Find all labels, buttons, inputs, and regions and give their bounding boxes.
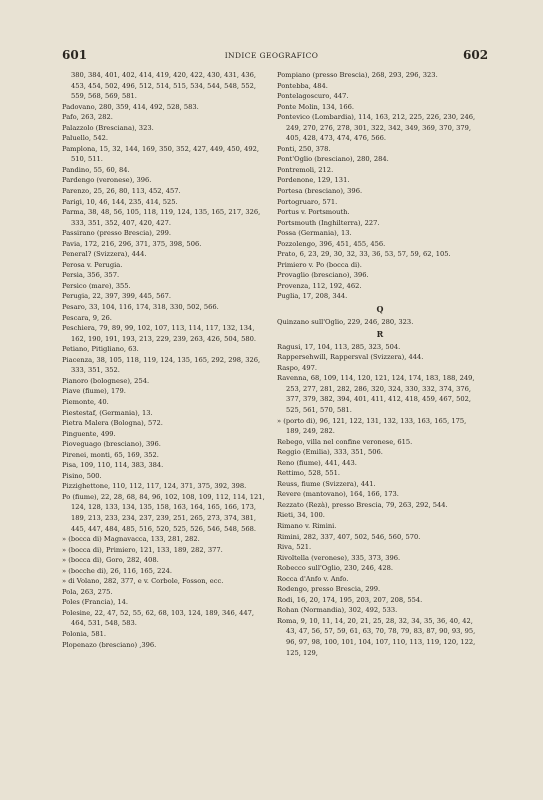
index-entry: Polesine, 22, 47, 52, 55, 62, 68, 103, 124, 189, 346, 447, 464, 531, 548, 583.: [62, 608, 254, 628]
index-entry: » (bocca di), Goro, 282, 408.: [62, 556, 159, 565]
index-entry: Palazzolo (Bresciana), 323.: [62, 123, 154, 132]
index-entry: Parma, 38, 48, 56, 105, 118, 119, 124, 135, 165, 217, 326, 333, 351, 352, 407, 420, 427.: [62, 208, 261, 227]
index-entry: Pola, 263, 275.: [62, 587, 113, 596]
index-entry: Rezzato (Rezà), presso Brescia, 79, 263, 292, 544.: [277, 500, 448, 509]
index-entry: Pardengo (veronese), 396.: [62, 176, 152, 185]
index-entry: Provenza, 112, 192, 462.: [277, 281, 362, 290]
index-entry: Pandino, 55, 60, 84.: [62, 165, 130, 174]
index-entry: Pompiano (presso Brescia), 268, 293, 296, 323.: [277, 71, 438, 79]
index-entry: Pontremoli, 212.: [277, 165, 334, 174]
index-entry: Ravenna, 68, 109, 114, 120, 121, 124, 174, 183, 188, 249, 253, 277, 281, 282, 286, 320, 324, 330, 332, 374, 376, 377, 379, 382, 394, 401, 411, 412, 418, 459, 467, 502, 525, 561, 570, 581.: [277, 374, 475, 414]
index-entry: Riva, 521.: [277, 543, 312, 552]
running-title: INDICE GEOGRAFICO: [224, 51, 319, 60]
index-entry: Ragusi, 17, 104, 113, 285, 323, 504.: [277, 342, 401, 351]
index-entry: Robecco sull'Oglio, 230, 246, 428.: [277, 564, 394, 573]
index-entry: Paluello, 542.: [62, 134, 109, 143]
index-entry: Rebego, villa nel confine veronese, 615.: [277, 437, 413, 446]
index-entry: Pontebba, 484.: [277, 81, 328, 90]
index-entry: Rettimo, 528, 551.: [277, 469, 341, 478]
index-entry: Persia, 356, 357.: [62, 271, 120, 280]
right-page-number: 602: [463, 48, 489, 62]
index-entry: Pirenei, monti, 65, 169, 352.: [62, 450, 159, 459]
index-entry: Peschiera, 79, 89, 99, 102, 107, 113, 114, 117, 132, 134, 162, 190, 191, 193, 213, 229, 239, 263, 426, 504, 580.: [62, 324, 257, 343]
index-entry: Reno (fiume), 441, 443.: [277, 458, 357, 467]
index-entry: Pisa, 109, 110, 114, 383, 384.: [62, 461, 164, 470]
index-entry: Polonia, 581.: [62, 629, 106, 638]
index-entry: Roma, 9, 10, 11, 14, 20, 21, 25, 28, 32, 34, 35, 36, 40, 42, 43, 47, 56, 57, 59, 61, 63, 70, 78, 79, 83, 87, 90, 93, 95, 96, 97, 98, 100, 101, 104, 107, 110, 113, 119, 120, 122, 125, 129,: [277, 616, 476, 657]
index-entry: Parigi, 10, 46, 144, 235, 414, 525.: [62, 197, 178, 206]
index-entry: » (bocca di), Primiero, 121, 133, 189, 282, 377.: [62, 545, 223, 554]
index-column-left: [62, 70, 270, 650]
index-entry: Pescara, 9, 26.: [62, 313, 112, 322]
index-entry: Quinzano sull'Oglio, 229, 246, 280, 323.: [277, 317, 414, 326]
index-entry: Pamplona, 15, 32, 144, 169, 350, 352, 427, 449, 450, 492, 510, 511.: [62, 144, 260, 164]
index-entry: Rimano v. Rimini.: [277, 521, 337, 530]
index-column-right: [277, 70, 483, 658]
section-letter: Q: [376, 304, 384, 315]
index-entry: Persico (mare), 355.: [62, 281, 131, 290]
index-entry: 380, 384, 401, 402, 414, 419, 420, 422, 430, 431, 436, 453, 454, 502, 496, 512, 514, 515, 534, 544, 548, 552, 559, 568, 569, 581.: [71, 71, 257, 101]
index-entry: Pontelagoscuro, 447.: [277, 92, 349, 101]
index-entry: Perosa v. Perugia.: [62, 260, 123, 269]
index-entry: » (porto di), 96, 121, 122, 131, 132, 133, 163, 165, 175, 189, 249, 282.: [277, 416, 467, 436]
index-entry: Rodi, 16, 20, 174, 195, 203, 207, 208, 554.: [277, 595, 423, 604]
index-entry: Petiano, Pitigliano, 63.: [62, 345, 139, 354]
index-entry: Rimini, 282, 337, 407, 502, 546, 560, 570.: [277, 532, 421, 541]
index-entry: Prato, 6, 23, 29, 30, 32, 33, 36, 53, 57, 59, 62, 105.: [277, 250, 451, 259]
index-entry: Reggio (Emilia), 333, 351, 506.: [277, 448, 383, 457]
index-entry: Piave (fiume), 179.: [62, 387, 126, 396]
left-page-number: 601: [62, 48, 88, 62]
index-entry: Pisino, 500.: [62, 471, 102, 480]
index-entry: Rappersehwill, Rappersval (Svizzera), 444.: [277, 353, 424, 362]
index-entry: Perugia, 22, 397, 399, 445, 567.: [62, 292, 172, 301]
index-entry: Possa (Germania), 13.: [277, 229, 352, 238]
index-entry: Primiero v. Po (bocca di).: [277, 260, 362, 269]
index-entry: » (bocche di), 26, 116, 165, 224.: [62, 566, 172, 575]
index-entry: Portogruaro, 571.: [277, 197, 338, 206]
index-entry: Portus v. Portsmouth.: [277, 208, 350, 217]
index-entry: Portesa (bresciano), 396.: [277, 187, 363, 196]
index-entry: Portsmouth (Inghilterra), 227.: [277, 218, 380, 227]
index-entry: Rohan (Normandia), 302, 492, 533.: [277, 606, 398, 615]
index-entry: Pont'Oglio (bresciano), 280, 284.: [277, 155, 389, 164]
index-entry: Pizzighettone, 110, 112, 117, 124, 371, 375, 392, 398.: [62, 482, 247, 491]
index-entry: Pianoro (bolognese), 254.: [62, 376, 150, 385]
index-entry: Rocca d'Anfo v. Anfo.: [277, 574, 349, 583]
index-entry: Piestestaf, (Germania), 13.: [62, 408, 153, 417]
index-entry: Peneral? (Svizzera), 444.: [62, 250, 147, 259]
index-entry: Parenzo, 25, 26, 80, 113, 452, 457.: [62, 187, 181, 196]
section-letter: R: [376, 329, 384, 340]
index-entry: Pozzolengo, 396, 451, 455, 456.: [277, 239, 386, 248]
index-entry: Reuss, fiume (Svizzera), 441.: [277, 479, 376, 488]
index-entry: Ponte Molin, 134, 166.: [277, 102, 354, 111]
index-entry: » (bocca di) Magnavacca, 133, 281, 282.: [62, 535, 200, 544]
index-entry: » di Volano, 282, 377, e v. Corbole, Fosson, ecc.: [62, 577, 224, 586]
index-entry: Puglia, 17, 208, 344.: [277, 292, 348, 301]
index-entry: Passirano (presso Brescia), 299.: [62, 229, 172, 238]
index-entry: Piacenza, 38, 105, 118, 119, 124, 135, 165, 292, 298, 326, 333, 351, 352.: [62, 355, 261, 375]
index-entry: Raspo, 497.: [277, 363, 318, 372]
index-entry: Provaglio (bresciano), 396.: [277, 271, 369, 280]
index-entry: Padovano, 280, 359, 414, 492, 528, 583.: [62, 102, 199, 111]
index-entry: Poles (Francia), 14.: [62, 598, 129, 607]
index-entry: Pesaro, 33, 104, 116, 174, 318, 330, 502, 566.: [62, 303, 219, 312]
index-entry: Rieti, 34, 100.: [277, 511, 325, 520]
index-entry: Po (fiume), 22, 28, 68, 84, 96, 102, 108, 109, 112, 114, 121, 124, 128, 133, 134, 135, 158, 163, 164, 165, 166, 173, 189, 213, 233, 234, 237, 239, 251, 265, 273, 374, 381, 445, 447, 484, 485, 516, 520, 525, 526, 546, 548, 568.: [62, 492, 265, 533]
index-entry: Rodengo, presso Brescia, 299.: [277, 585, 381, 594]
index-entry: Plopenazo (bresciano) ,396.: [62, 640, 157, 649]
index-entry: Revere (mantovano), 164, 166, 173.: [277, 490, 399, 499]
index-entry: Pordenone, 129, 131.: [277, 176, 350, 185]
index-entry: Piemonte, 40.: [62, 397, 109, 406]
index-entry: Ponti, 250, 378.: [277, 144, 331, 153]
index-entry: Rivoltella (veronese), 335, 373, 396.: [277, 553, 401, 562]
index-entry: Pietra Malera (Bologna), 572.: [62, 419, 163, 428]
index-entry: Pioveguago (bresciano), 396.: [62, 440, 161, 449]
index-entry: Pinguente, 499.: [62, 429, 116, 438]
index-entry: Pafo, 263, 282.: [62, 113, 113, 122]
index-entry: Pontevico (Lombardia), 114, 163, 212, 225, 226, 230, 246, 249, 270, 276, 278, 301, 322, 342, 349, 369, 370, 379, 405, 428, 473, 474, 476, 566.: [277, 113, 476, 143]
index-entry: Pavia, 172, 216, 296, 371, 375, 398, 506.: [62, 239, 202, 248]
